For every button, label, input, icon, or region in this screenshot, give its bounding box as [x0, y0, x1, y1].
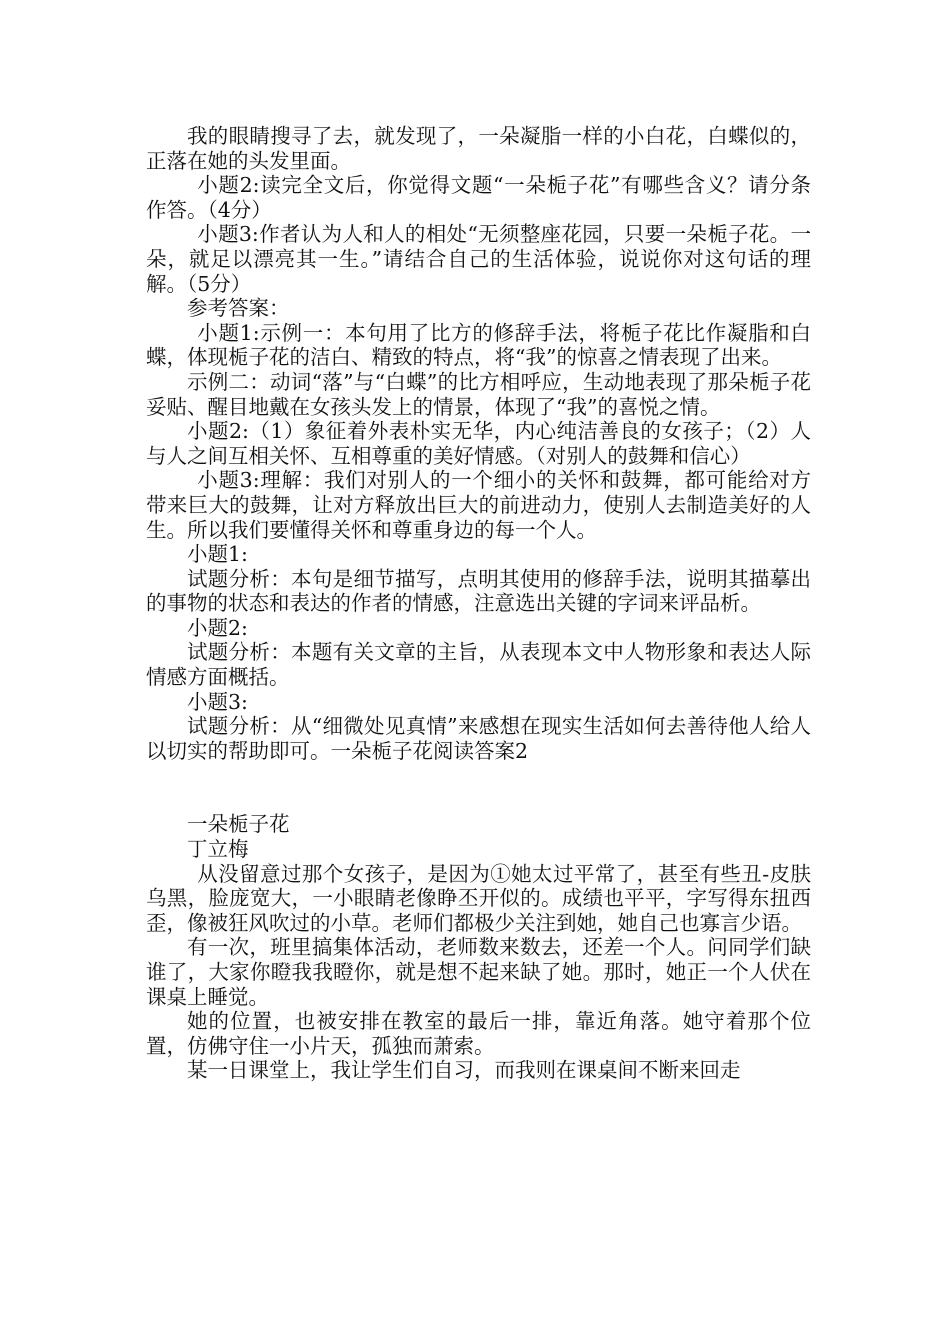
article-section	[146, 812, 811, 1083]
document-page	[146, 124, 811, 1083]
paragraph: 某一日课堂上，我让学生们自习，而我则在课桌间不断来回走	[187, 1058, 741, 1083]
paragraph: 小题3:作者认为人和人的相处“无须整座花园，只要一朵栀子花。一朵，就足以漂亮其一生。”请结合自己的生活体验，说说你对这句话的理解。（5分）	[146, 222, 811, 296]
paragraph: 小题1:	[187, 542, 248, 567]
paragraph: 有一次，班里搞集体活动，老师数来数去，还差一个人。问同学们缺谁了，大家你瞪我我瞪你，就是想不起来缺了她。那时，她正一个人伏在课桌上睡觉。	[146, 935, 811, 1009]
paragraph: 我的眼睛搜寻了去，就发现了，一朵凝脂一样的小白花，白蝶似的，正落在她的头发里面。	[146, 124, 811, 173]
paragraph: 小题2:读完全文后，你觉得文题“一朵栀子花”有哪些含义？请分条作答。（4分）	[146, 173, 811, 222]
paragraph: 小题2:（1）象征着外表朴实无华，内心纯洁善良的女孩子；（2）人与人之间互相关怀、互相尊重的美好情感。（对别人的鼓舞和信心）	[146, 419, 811, 468]
paragraph: 参考答案：	[187, 296, 290, 321]
paragraph: 示例二：动词“落”与“白蝶”的比方相呼应，生动地表现了那朵栀子花妥贴、醒目地戴在女孩头发上的情景，体现了“我”的喜悦之情。	[146, 369, 811, 419]
paragraph: 小题3:	[187, 689, 248, 714]
paragraph: 小题3:理解：我们对别人的一个细小的关怀和鼓舞，都可能给对方带来巨大的鼓舞，让对方释放出巨大的前进动力，使别人去制造美好的人生。所以我们要懂得关怀和尊重身边的每一个人。	[146, 468, 811, 542]
paragraph: 试题分析：本题有关文章的主旨，从表现本文中人物形象和表达人际情感方面概括。	[146, 640, 811, 690]
paragraph: 她的位置，也被安排在教室的最后一排，靠近角落。她守着那个位置，仿佛守住一小片天，孤独而萧索。	[146, 1009, 811, 1058]
paragraph: 小题1:示例一：本句用了比方的修辞手法，将栀子花比作凝脂和白蝶，体现栀子花的洁白、精致的特点，将“我”的惊喜之情表现了出来。	[146, 320, 811, 370]
paragraph: 丁立梅	[187, 837, 249, 862]
section-gap	[146, 763, 811, 812]
paragraph: 从没留意过那个女孩子，是因为①她太过平常了，甚至有些丑-皮肤乌黑，脸庞宽大，一小眼睛老像睁丕开似的。成绩也平平，字写得东扭西歪，像被狂风吹过的小草。老师们都极少关注到她，她自己也寡言少语。	[146, 861, 811, 935]
paragraph: 一朵栀子花	[187, 812, 290, 837]
paragraph: 小题2:	[187, 615, 248, 640]
paragraph: 试题分析：从“细微处见真情”来感想在现实生活如何去善待他人给人以切实的帮助即可。一朵栀子花阅读答案2	[146, 714, 811, 763]
paragraph: 试题分析：本句是细节描写，点明其使用的修辞手法，说明其描摹出的事物的状态和表达的作者的情感，注意选出关键的字词来评品析。	[146, 566, 811, 616]
answer-section	[146, 124, 811, 763]
